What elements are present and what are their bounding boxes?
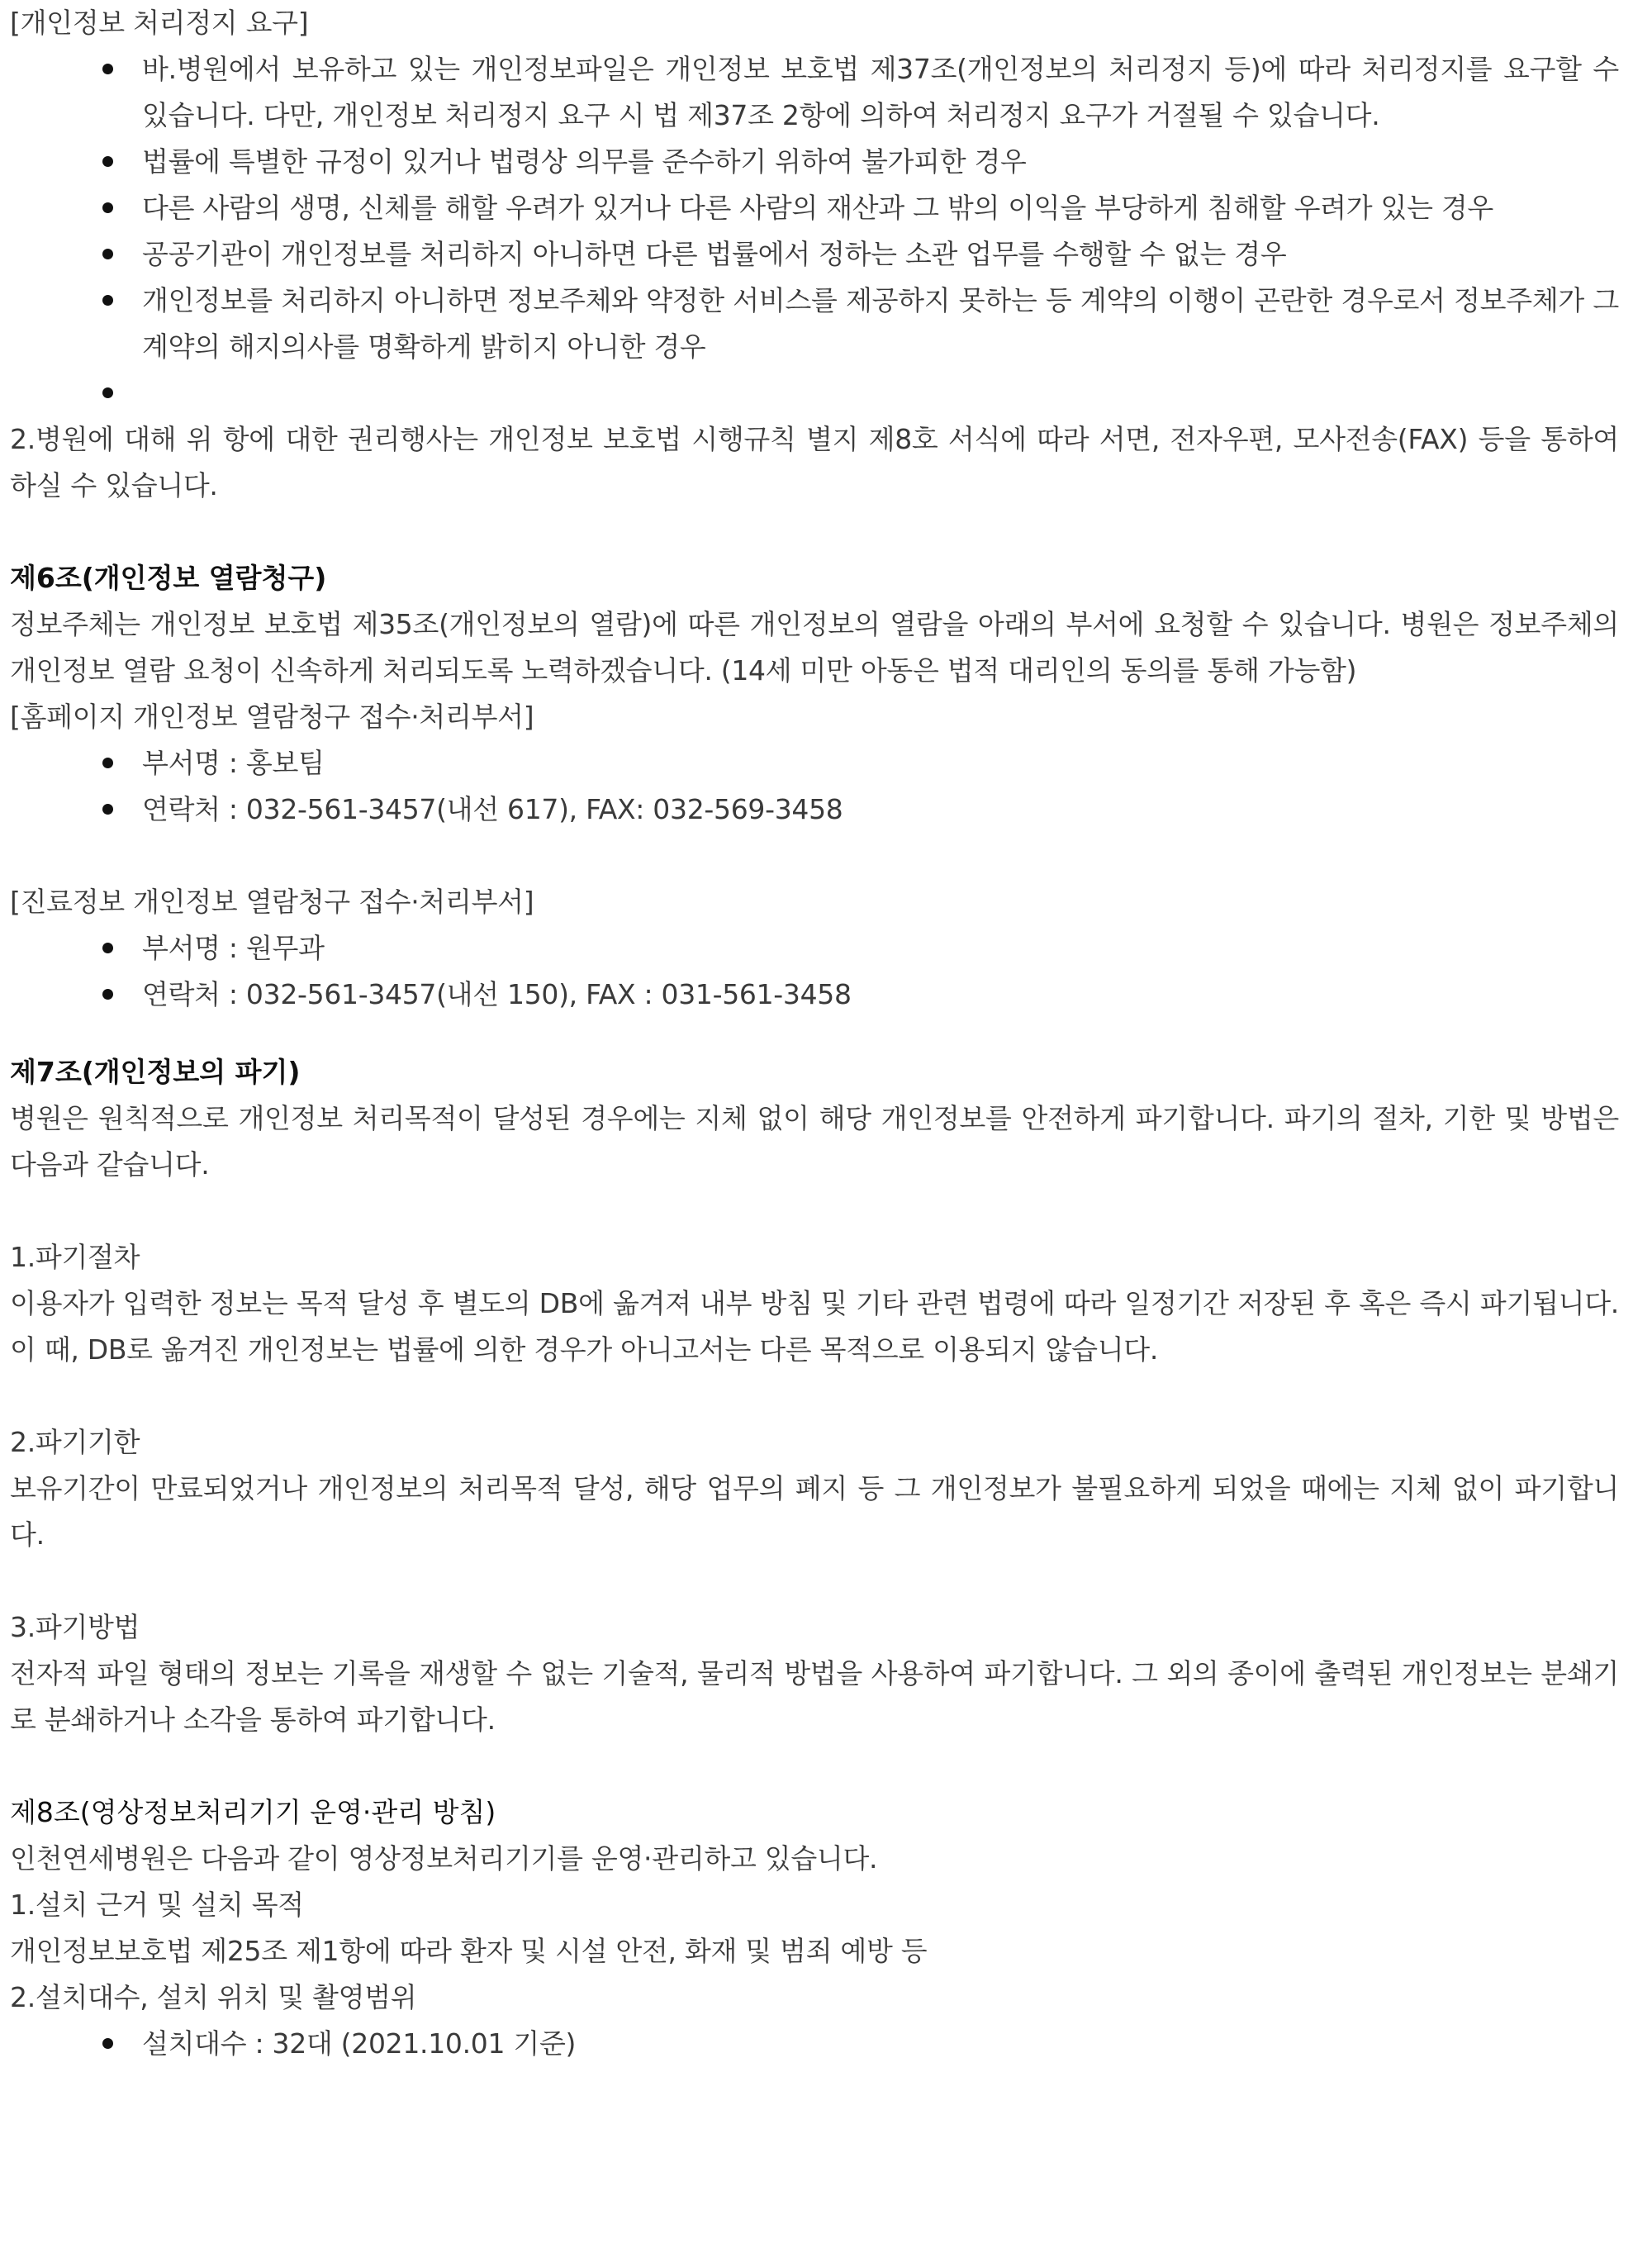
- installation-count-title: 2.설치대수, 설치 위치 및 촬영범위: [10, 1981, 417, 2013]
- medical-dept-heading: [진료정보 개인정보 열람청구 접수·처리부서]: [10, 886, 534, 918]
- bullet-icon: [102, 156, 113, 167]
- destruction-deadline-text: 보유기간이 만료되었거나 개인정보의 처리목적 달성, 해당 업무의 폐지 등 그 개인정보가 불필요하게 되었을 때에는 지체 없이 파기합니다.: [10, 1472, 1619, 1551]
- bullet-icon: [102, 295, 113, 306]
- processing-stop-list: [10, 46, 1619, 416]
- list-item: 법률에 특별한 규정이 있거나 법령상 의무를 준수하기 위하여 불가피한 경우: [142, 139, 1619, 185]
- list-item: 부서명 : 홍보팀: [142, 740, 1619, 786]
- article-8-intro: 인천연세병원은 다음과 같이 영상정보처리기기를 운영·관리하고 있습니다.: [10, 1842, 878, 1875]
- list-item-empty: [142, 370, 1619, 416]
- installation-basis-title: 1.설치 근거 및 설치 목적: [10, 1889, 304, 1921]
- policy-document: [10, 0, 1619, 2067]
- bullet-icon: [102, 758, 113, 768]
- article-6-title: 제6조(개인정보 열람청구): [10, 562, 327, 594]
- destruction-deadline-title: 2.파기기한: [10, 1426, 140, 1458]
- list-item: 연락처 : 032-561-3457(내선 617), FAX: 032-569-3458: [142, 786, 1619, 833]
- bullet-icon: [102, 387, 113, 398]
- list-item: 다른 사람의 생명, 신체를 해할 우려가 있거나 다른 사람의 재산과 그 밖의 이익을 부당하게 침해할 우려가 있는 경우: [142, 185, 1619, 231]
- bullet-icon: [102, 989, 113, 1000]
- bullet-icon: [102, 202, 113, 213]
- bullet-icon: [102, 249, 113, 259]
- list-item: 설치대수 : 32대 (2021.10.01 기준): [142, 2021, 1619, 2067]
- list-item: 부서명 : 원무과: [142, 925, 1619, 972]
- article-7-title: 제7조(개인정보의 파기): [10, 1056, 301, 1088]
- article-7-intro: 병원은 원칙적으로 개인정보 처리목적이 달성된 경우에는 지체 없이 해당 개인정보를 안전하게 파기합니다. 파기의 절차, 기한 및 방법은 다음과 같습니다.: [10, 1102, 1619, 1181]
- list-item: 공공기관이 개인정보를 처리하지 아니하면 다른 법률에서 정하는 소관 업무를 수행할 수 없는 경우: [142, 231, 1619, 278]
- homepage-dept-list: [10, 740, 1619, 833]
- homepage-dept-heading: [홈페이지 개인정보 열람청구 접수·처리부서]: [10, 701, 534, 733]
- destruction-procedure-text: 이용자가 입력한 정보는 목적 달성 후 별도의 DB에 옮겨져 내부 방침 및 기타 관련 법령에 따라 일정기간 저장된 후 혹은 즉시 파기됩니다. 이 때, DB로 옮겨진 개인정보는 법률에 의한 경우가 아니고서는 다른 목적으로 이용되지 않습니다.: [10, 1287, 1619, 1366]
- destruction-procedure-title: 1.파기절차: [10, 1241, 140, 1273]
- article-8-title: 제8조(영상정보처리기기 운영·관리 방침): [10, 1796, 496, 1828]
- destruction-method-title: 3.파기방법: [10, 1611, 140, 1643]
- article-6-intro: 정보주체는 개인정보 보호법 제35조(개인정보의 열람)에 따른 개인정보의 열람을 아래의 부서에 요청할 수 있습니다. 병원은 정보주체의 개인정보 열람 요청이 신속하게 처리되도록 노력하겠습니다. (14세 미만 아동은 법적 대리인의 동의를 통해 가능함): [10, 608, 1619, 687]
- medical-dept-list: [10, 925, 1619, 1018]
- destruction-method-text: 전자적 파일 형태의 정보는 기록을 재생할 수 없는 기술적, 물리적 방법을 사용하여 파기합니다. 그 외의 종이에 출력된 개인정보는 분쇄기로 분쇄하거나 소각을 통하여 파기합니다.: [10, 1657, 1619, 1736]
- installation-basis-text: 개인정보보호법 제25조 제1항에 따라 환자 및 시설 안전, 화재 및 범죄 예방 등: [10, 1935, 928, 1967]
- section-heading-processing-stop: [개인정보 처리정지 요구]: [10, 7, 309, 39]
- rights-exercise-paragraph: 2.병원에 대해 위 항에 대한 권리행사는 개인정보 보호법 시행규칙 별지 제8호 서식에 따라 서면, 전자우편, 모사전송(FAX) 등을 통하여 하실 수 있습니다.: [10, 423, 1619, 501]
- list-item: 연락처 : 032-561-3457(내선 150), FAX : 031-561-3458: [142, 972, 1619, 1018]
- bullet-icon: [102, 64, 113, 74]
- bullet-icon: [102, 804, 113, 815]
- list-item: 개인정보를 처리하지 아니하면 정보주체와 약정한 서비스를 제공하지 못하는 등 계약의 이행이 곤란한 경우로서 정보주체가 그 계약의 해지의사를 명확하게 밝히지 아니한 경우: [142, 278, 1619, 370]
- list-item: 바.병원에서 보유하고 있는 개인정보파일은 개인정보 보호법 제37조(개인정보의 처리정지 등)에 따라 처리정지를 요구할 수 있습니다. 다만, 개인정보 처리정지 요구 시 법 제37조 2항에 의하여 처리정지 요구가 거절될 수 있습니다.: [142, 46, 1619, 139]
- bullet-icon: [102, 2038, 113, 2049]
- bullet-icon: [102, 943, 113, 953]
- installation-list: [10, 2021, 1619, 2067]
